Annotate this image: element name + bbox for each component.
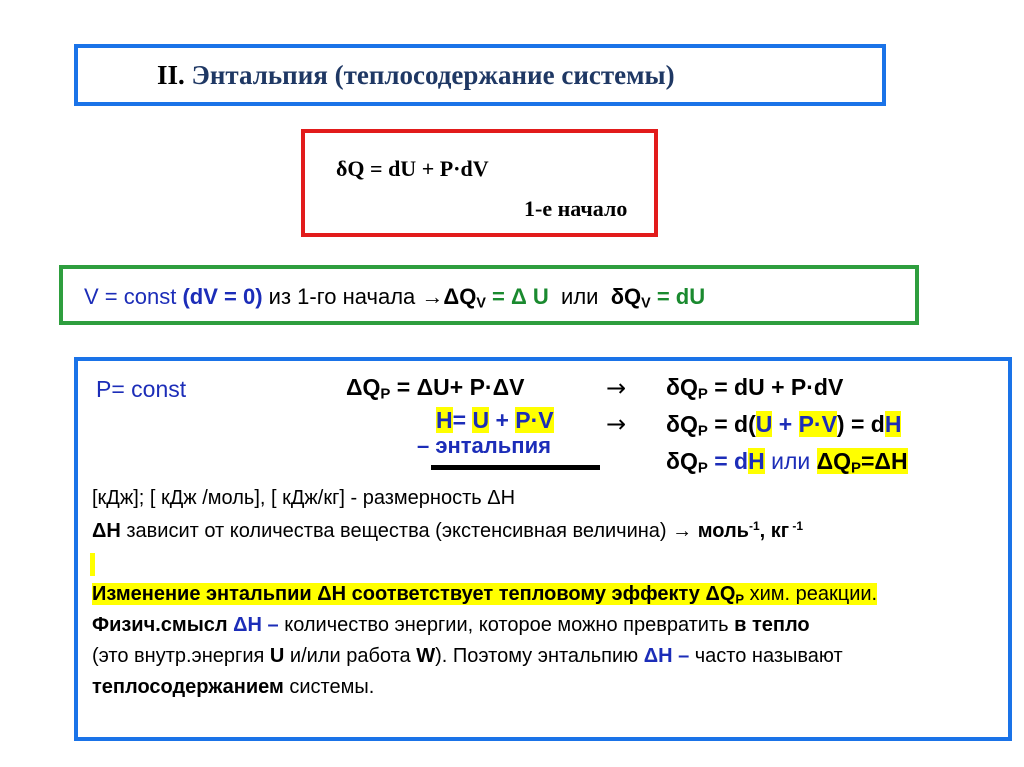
delta-q-v: δQ [610,284,642,309]
dv-zero: (dV = 0) [182,284,263,309]
enthalpy-definition [436,407,554,434]
phys-text: количество энергии, которое можно превратить [278,614,735,636]
effect-end: хим. реакции. [744,583,878,605]
extensive-sup1: -1 [748,519,760,533]
extensive-dh: ΔH [92,520,121,543]
p-const: P= const [96,376,187,402]
dq-p-4-dq-text: ΔQ [816,448,852,474]
last-rest: системы. [283,676,375,698]
dq-p-du-equation [666,374,843,403]
dq-p-4-or: или [771,448,811,474]
h-plus: + [495,407,509,433]
dq-p-4-dq [816,448,861,477]
last-bold: теплосодержанием [92,676,284,698]
dq-p-dh-or-equation [666,448,908,477]
section-number: II. [157,60,185,90]
arrow-right-1: → [606,374,627,402]
dq-p-dh-equation [666,411,901,440]
first-law-label: 1-е начало [524,196,628,221]
dq-p-3-plus: + [778,411,793,437]
from-first-law: из 1-го начала → [268,284,444,309]
dq-p-4-eq: = d [714,448,749,474]
physical-meaning-line [92,614,810,637]
dq-p-4-dq-sub: P [851,459,861,477]
extensive-kg: , кг [759,520,790,543]
dq-p-2: δQ [666,374,698,400]
expl-g: часто называют [689,645,843,667]
arrow-right-2: → [606,410,627,438]
h-eq: = [452,407,467,433]
pv-symbol: P·V [515,407,554,433]
isochoric-statement [84,284,705,312]
h-symbol: H [436,407,453,433]
dq-p-equation [346,374,524,403]
dq-p-2-rest: = dU + P·dV [714,374,844,400]
title-text: Энтальпия (теплосодержание системы) [191,60,675,90]
extensive-line [92,519,803,543]
expl-c: и/или работа [284,645,417,667]
delta-q-v-sub: V [641,295,651,312]
first-law-equation: δQ = dU + P·dV [336,156,489,181]
extensive-mol: моль [697,520,749,543]
extensive-sup2: -1 [789,519,804,533]
or-word: или [561,284,599,309]
phys-dh: ΔH – [233,614,279,636]
dq-p-3-u: U [755,411,773,437]
slide-title [157,60,675,91]
units-line: [кДж]; [ кДж /моль], [ кДж/кг] - размерность ΔH [92,487,516,509]
extensive-text: зависит от количества вещества (экстенсивная величина) → [120,520,698,543]
effect-line [92,583,877,606]
effect-text: Изменение энтальпии ΔH соответствует тепловому эффекту ΔQ [92,583,736,605]
dq-p-3-pv: P·V [798,411,837,437]
highlight-marker [90,553,95,576]
v-const: V = const [84,284,177,309]
last-line [92,676,374,699]
underline-rule [431,465,600,470]
dq-p-3: δQ [666,411,698,437]
expl-w: W [416,645,436,667]
expl-dh: ΔH – [643,645,690,667]
dq-p-4: δQ [666,448,698,474]
dq-p-4-end: =ΔH [861,448,908,474]
dq-v-sub: V [476,295,486,312]
dq-p-3-sub: P [697,422,708,440]
expl-a: (это внутр.энергия [92,645,270,667]
expl-e: ). Поэтому энтальпию [435,645,644,667]
eq-du-2: = dU [656,284,706,309]
dq-p-4-sub: P [697,459,708,477]
u-symbol: U [472,407,490,433]
dq-p-3-a: = d( [714,411,756,437]
dq-p-sub: P [380,385,391,403]
dq-v: ΔQ [443,284,477,309]
explanation-line [92,645,843,668]
expl-u: U [269,645,285,667]
enthalpy-label: – энтальпия [417,433,551,458]
effect-sub: P [735,591,745,607]
dq-p: ΔQ [346,374,381,400]
eq-du: = Δ U [492,284,549,309]
dq-p-rest: = ΔU+ P·ΔV [396,374,525,400]
dq-p-2-sub: P [697,385,708,403]
phys-label: Физич.смысл [92,614,234,636]
phys-heat: в тепло [734,614,810,636]
dq-p-3-c: ) = d [836,411,885,437]
dq-p-3-h: H [884,411,902,437]
dq-p-4-h: H [748,448,765,474]
